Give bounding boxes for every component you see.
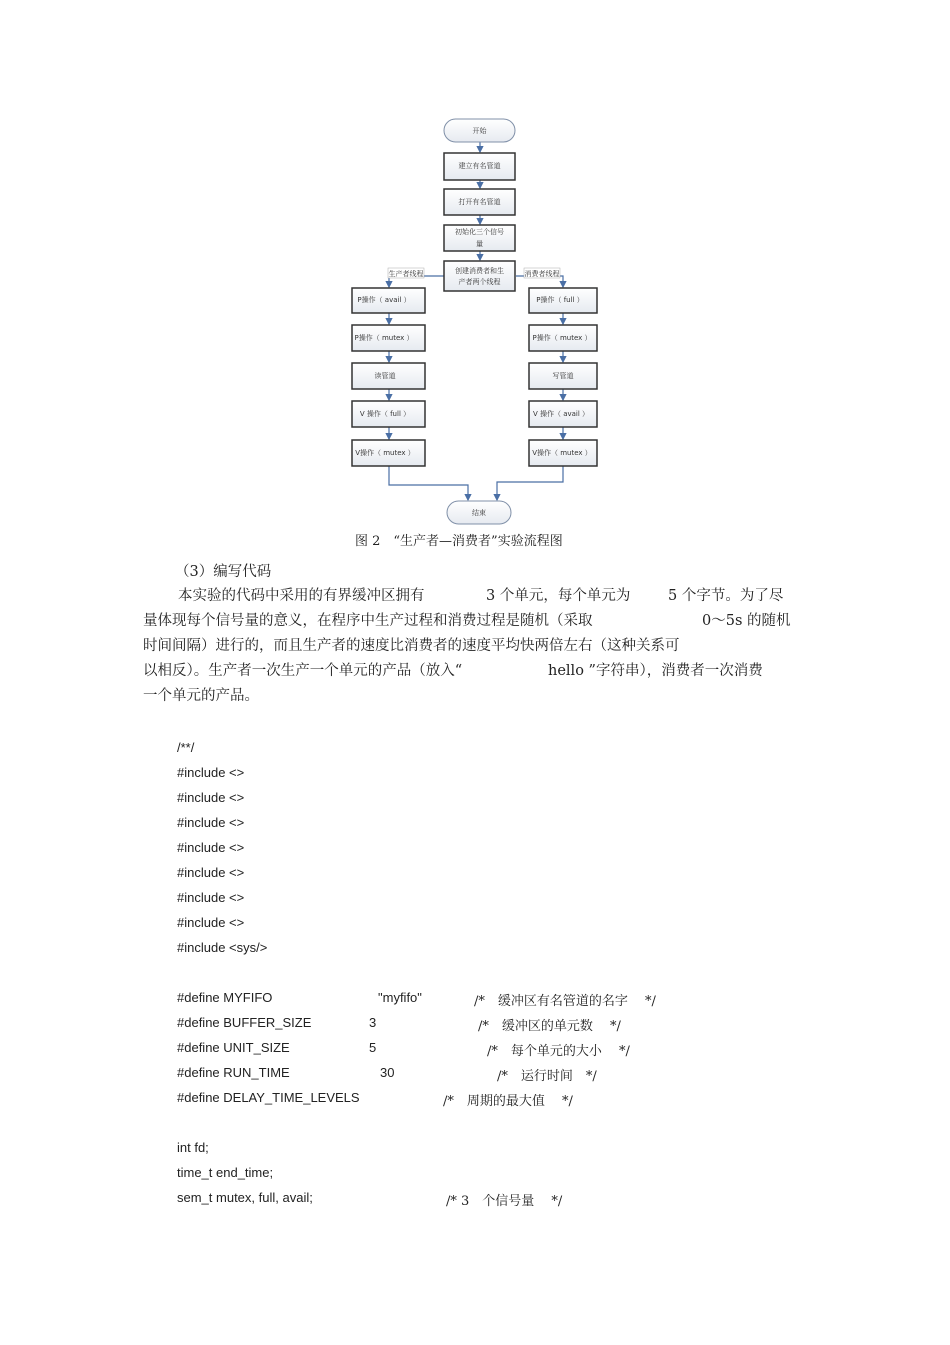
code-include-line: #include <> [177, 840, 245, 855]
svg-text:P操作（ full ）: P操作（ full ） [536, 296, 584, 304]
code-include-line: #include <sys/> [177, 940, 268, 955]
code-decl-sem: sem_t mutex, full, avail; [177, 1190, 313, 1205]
right-v-mutex-box [529, 440, 597, 466]
code-comment-open: /**/ [177, 740, 195, 755]
paragraph-line-4a: 以相反）。生产者一次生产一个单元的产品（放入“ [143, 663, 463, 679]
right-v-avail-box [529, 401, 597, 427]
code-define-line [177, 1015, 697, 1033]
paragraph-line-2b: 0～5s 的随机 [702, 613, 791, 629]
define-directive: #define UNIT_SIZE [177, 1040, 290, 1055]
code-include-line: #include <> [177, 790, 245, 805]
left-v-full-box [352, 401, 425, 427]
define-value: 5 [369, 1040, 377, 1055]
paragraph-line-4b: hello ”字符串），消费者一次消费 [548, 663, 763, 679]
paragraph-line-1c: 5 个字节。为了尽 [668, 588, 784, 604]
svg-text:V操作（ mutex ）: V操作（ mutex ） [355, 449, 415, 457]
consumer-thread-label [524, 268, 560, 278]
svg-text:V 操作（ full ）: V 操作（ full ） [359, 410, 411, 418]
define-directive: #define BUFFER_SIZE [177, 1015, 312, 1030]
start-terminal [444, 119, 515, 142]
define-comment: /* 周期的最大值 */ [443, 1094, 573, 1109]
define-directive: #define MYFIFO [177, 990, 273, 1005]
flowchart-diagram [330, 112, 610, 532]
paragraph-line-3: 时间间隔）进行的，而且生产者的速度比消费者的速度平均快两倍左右（这种关系可 [143, 638, 680, 654]
end-terminal [447, 501, 511, 524]
code-define-line [177, 990, 697, 1008]
svg-text:产者两个线程: 产者两个线程 [458, 278, 501, 286]
svg-text:量: 量 [476, 240, 483, 248]
code-include-line: #include <> [177, 915, 245, 930]
svg-text:P操作（ mutex ）: P操作（ mutex ） [532, 334, 592, 342]
svg-text:V 操作（ avail ）: V 操作（ avail ） [532, 410, 590, 418]
svg-text:P操作（ mutex ）: P操作（ mutex ） [354, 334, 414, 342]
svg-text:P操作（ avail ）: P操作（ avail ） [357, 296, 411, 304]
right-write-pipe-box [529, 363, 597, 389]
paragraph-line-1a: 本实验的代码中采用的有界缓冲区拥有 [178, 588, 425, 604]
open-fifo-box [444, 189, 515, 215]
define-value: 30 [380, 1065, 395, 1080]
define-directive: #define DELAY_TIME_LEVELS [177, 1090, 360, 1105]
svg-text:开始: 开始 [472, 127, 487, 135]
svg-text:初始化三个信号: 初始化三个信号 [455, 228, 504, 236]
define-comment: /* 缓冲区有名管道的名字 */ [474, 994, 656, 1009]
define-directive: #define RUN_TIME [177, 1065, 290, 1080]
code-decl-sem-line [177, 1190, 697, 1208]
code-decl-end-time: time_t end_time; [177, 1165, 274, 1180]
figure-caption: 图 2 “生产者—消费者”实验流程图 [355, 534, 563, 549]
svg-text:读管道: 读管道 [374, 372, 396, 380]
svg-text:创建消费者和生: 创建消费者和生 [455, 267, 504, 275]
svg-text:消费者线程: 消费者线程 [524, 270, 560, 278]
svg-text:V操作（ mutex ）: V操作（ mutex ） [532, 449, 592, 457]
svg-text:生产者线程: 生产者线程 [388, 270, 424, 278]
code-include-line: #include <> [177, 765, 245, 780]
right-p-mutex-box [529, 325, 597, 351]
init-semaphores-box [444, 225, 515, 251]
code-decl-fd: int fd; [177, 1140, 209, 1155]
paragraph-line-1b: 3 个单元，每个单元为 [486, 588, 631, 604]
code-decl-sem-comment: /* 3 个信号量 */ [446, 1194, 563, 1209]
paragraph-line-5: 一个单元的产品。 [143, 688, 259, 704]
svg-text:打开有名管道: 打开有名管道 [458, 198, 501, 206]
svg-text:写管道: 写管道 [552, 372, 574, 380]
define-value: "myfifo" [378, 990, 422, 1005]
svg-text:建立有名管道: 建立有名管道 [458, 162, 501, 170]
section-heading: （3）编写代码 [175, 564, 272, 580]
left-p-mutex-box [352, 325, 425, 351]
code-include-line: #include <> [177, 815, 245, 830]
code-define-line [177, 1040, 697, 1058]
right-p-full-box [529, 288, 597, 313]
create-fifo-box [444, 153, 515, 180]
code-include-line: #include <> [177, 865, 245, 880]
producer-thread-label [388, 268, 424, 278]
define-comment: /* 每个单元的大小 */ [487, 1044, 630, 1059]
code-include-line: #include <> [177, 890, 245, 905]
left-v-mutex-box [352, 440, 425, 466]
svg-text:结束: 结束 [472, 509, 486, 517]
left-p-avail-box [352, 288, 425, 313]
left-read-pipe-box [352, 363, 425, 389]
define-comment: /* 运行时间 */ [497, 1069, 597, 1084]
code-define-line [177, 1090, 697, 1108]
paragraph-line-2a: 量体现每个信号量的意义，在程序中生产过程和消费过程是随机（采取 [143, 613, 593, 629]
define-comment: /* 缓冲区的单元数 */ [478, 1019, 621, 1034]
code-define-line [177, 1065, 697, 1083]
define-value: 3 [369, 1015, 377, 1030]
create-threads-box [444, 261, 515, 291]
